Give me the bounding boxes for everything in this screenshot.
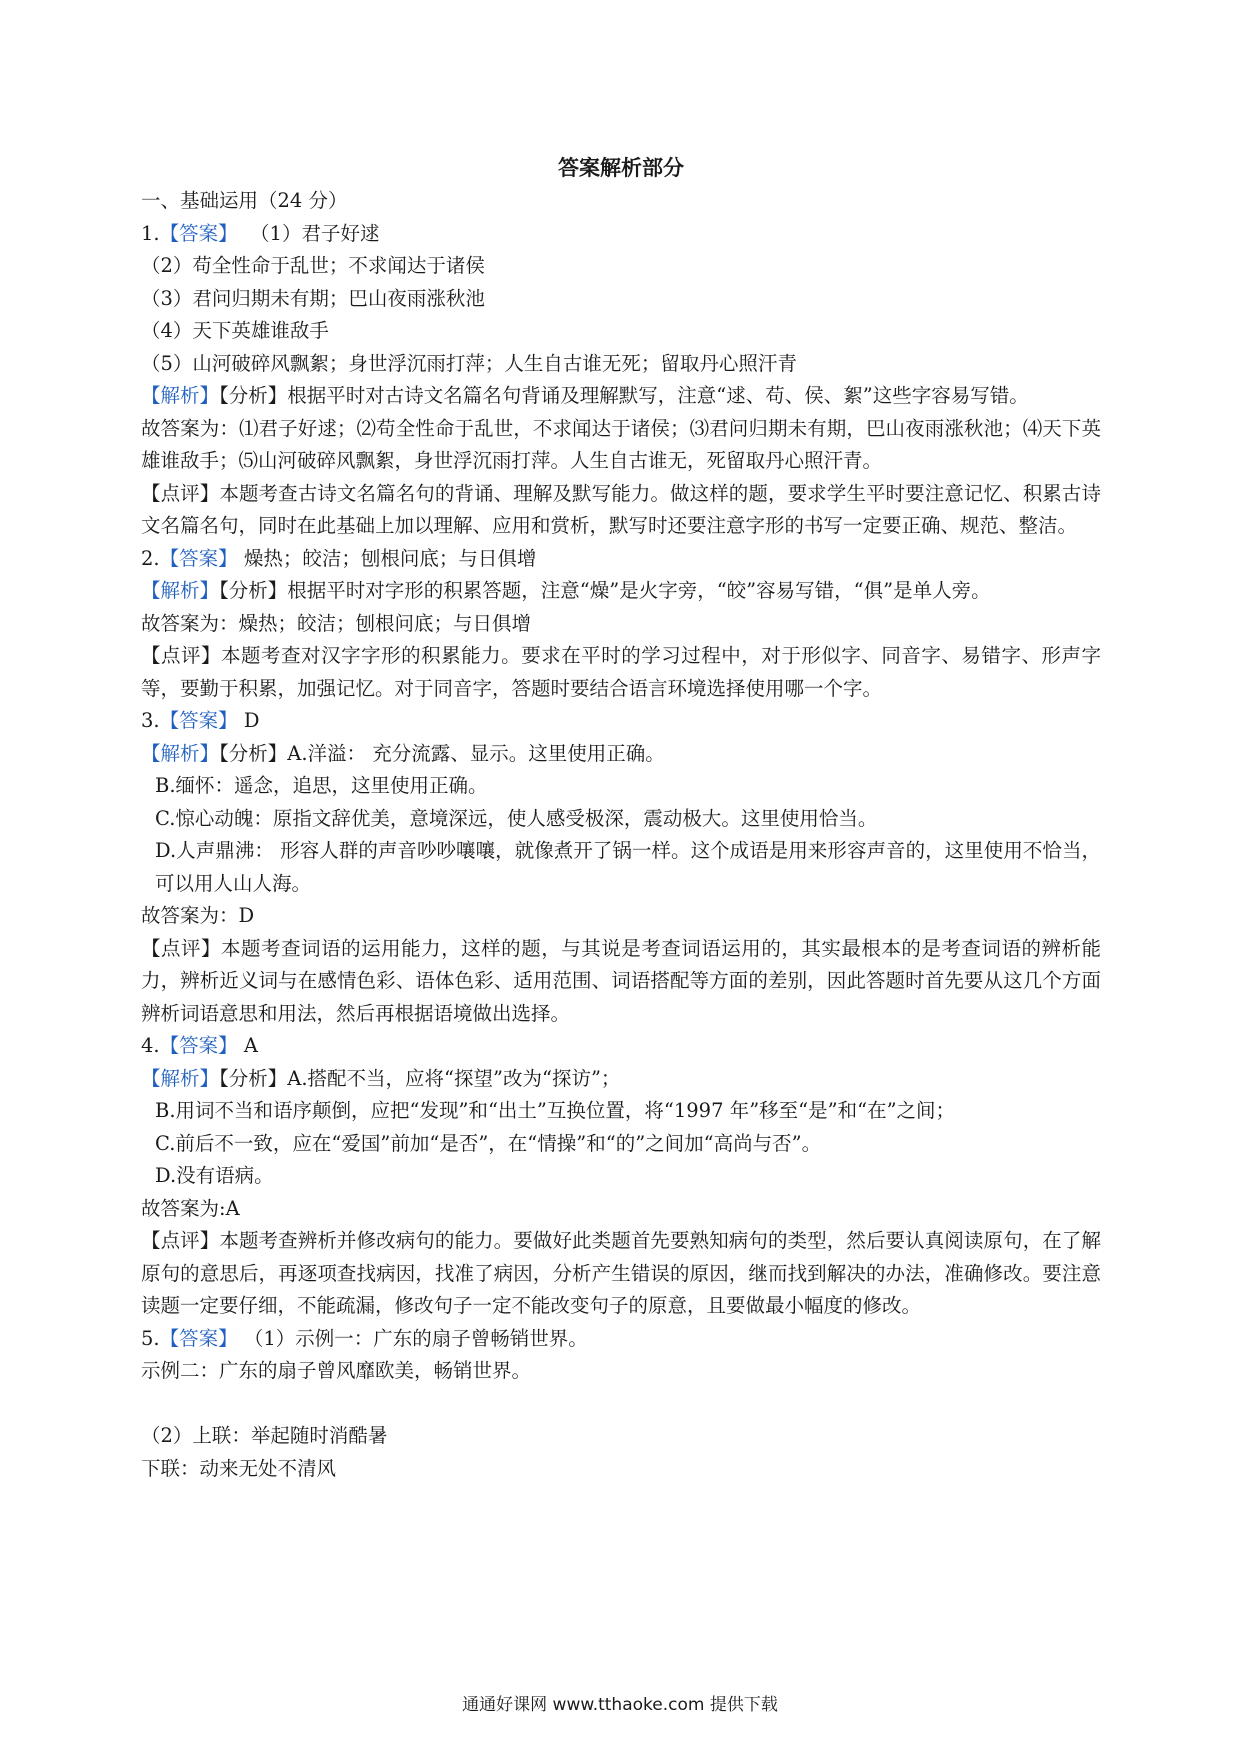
- q3-analysis-tag: 【解析】: [141, 741, 220, 765]
- q1-answer-1: （1）君子好逑: [250, 221, 380, 245]
- q1-analysis-text: 【分析】根据平时对古诗文名篇名句背诵及理解默写，注意“逑、苟、侯、絮”这些字容易写错。: [219, 384, 1029, 407]
- q4-answer-line: [141, 1030, 1101, 1063]
- q2-answer-line: [141, 543, 1101, 576]
- q1-final-answer: 故答案为：⑴君子好逑；⑵苟全性命于乱世，不求闻达于诸侯；⑶君问归期未有期，巴山夜雨涨秋池；⑷天下英雄谁敌手；⑸山河破碎风飘絮，身世浮沉雨打萍。人生自古谁无，死留取丹心照汗青。: [141, 416, 1101, 472]
- q1-answer-4: （4）天下英雄谁敌手: [141, 319, 329, 342]
- q3-answer-line: [141, 705, 1101, 738]
- q2-final-answer: 故答案为：燥热；皎洁；刨根问底；与日俱增: [141, 611, 532, 635]
- q4-answer: A: [237, 1034, 258, 1057]
- q1-answer-2: （2）苟全性命于乱世；不求闻达于诸侯: [141, 254, 485, 277]
- q4-option-b: B.用词不当和语序颠倒，应把“发现”和“出土”互换位置，将“1997 年”移至“是”和“在”之间；: [155, 1099, 956, 1122]
- q5-answer-1: （1）示例一：广东的扇子曾畅销世界。: [237, 1326, 588, 1350]
- q3-final-answer: 故答案为：D: [141, 904, 255, 927]
- q4-analysis-tag: 【解析】: [141, 1066, 220, 1090]
- q2-answer-tag: 【答案】: [159, 546, 238, 570]
- q1-analysis: [141, 380, 1101, 413]
- section-heading: 一、基础运用（24 分）: [141, 189, 348, 212]
- q4-answer-tag: 【答案】: [159, 1034, 238, 1057]
- page-title: 答案解析部分: [558, 155, 684, 180]
- q5-number: 5.: [141, 1326, 160, 1350]
- q4-comment: 【点评】本题考查辨析并修改病句的能力。要做好此类题首先要熟知病句的类型，然后要认真阅读原句，在了解原句的意思后，再逐项查找病因，找准了病因，分析产生错误的原因，继而找到解决的办法，准确修改。要注意读题一定要仔细，不能疏漏，修改句子一定不能改变句子的原意，且要做最小幅度的修改。: [141, 1229, 1101, 1317]
- q3-option-d: D.人声鼎沸： 形容人群的声音吵吵嚷嚷，就像煮开了锅一样。这个成语是用来形容声音的，这里使用不恰当，可以用人山人海。: [155, 839, 1101, 895]
- q2-analysis-tag: 【解析】: [141, 579, 220, 602]
- q3-comment: 【点评】本题考查词语的运用能力，这样的题，与其说是考查词语运用的，其实最根本的是考查词语的辨析能力，辨析近义词与在感情色彩、语体色彩、适用范围、词语搭配等方面的差别，因此答题时首先要从这几个方面辨析词语意思和用法，然后再根据语境做出选择。: [141, 936, 1101, 1025]
- q3-analysis: [141, 738, 1101, 771]
- q1-answer-line: [141, 218, 1101, 251]
- q5-answer-1-example-2: 示例二：广东的扇子曾风靡欧美，畅销世界。: [141, 1359, 532, 1382]
- q1-comment: 【点评】本题考查古诗文名篇名句的背诵、理解及默写能力。做这样的题，要求学生平时要注意记忆、积累古诗文名篇名句，同时在此基础上加以理解、应用和赏析，默写时还要注意字形的书写一定要正确、规范、整洁。: [141, 481, 1101, 537]
- q5-answer-2: （2）上联：举起随时消酷暑: [141, 1424, 388, 1447]
- q1-answer-3: （3）君问归期未有期；巴山夜雨涨秋池: [141, 286, 485, 310]
- q4-option-d: D.没有语病。: [155, 1164, 274, 1187]
- q1-answer-tag: 【答案】: [159, 221, 238, 245]
- q1-number: 1.: [141, 221, 160, 245]
- q4-number: 4.: [141, 1034, 160, 1057]
- q4-final-answer: 故答案为:A: [141, 1196, 240, 1220]
- q5-answer-2-lower: 下联：动来无处不清风: [141, 1456, 337, 1480]
- q2-number: 2.: [141, 546, 160, 570]
- q3-option-c: C.惊心动魄：原指文辞优美，意境深远，使人感受极深，震动极大。这里使用恰当。: [155, 806, 878, 830]
- q4-analysis-text: 【分析】A.搭配不当，应将“探望”改为“探访”；: [219, 1066, 621, 1090]
- q1-analysis-tag: 【解析】: [141, 384, 220, 407]
- q2-analysis-text: 【分析】根据平时对字形的积累答题，注意“燥”是火字旁，“皎”容易写错，“俱”是单人旁。: [219, 579, 991, 602]
- blank-line: [141, 1388, 1101, 1421]
- page-footer: 通通好课网 www.tthaoke.com 提供下载: [462, 1695, 778, 1715]
- q5-answer-line: [141, 1323, 1101, 1356]
- q1-answer-5: （5）山河破碎风飘絮；身世浮沉雨打萍；人生自古谁无死；留取丹心照汗青: [141, 351, 797, 375]
- q3-answer-tag: 【答案】: [159, 709, 238, 732]
- q2-comment: 【点评】本题考查对汉字字形的积累能力。要求在平时的学习过程中，对于形似字、同音字、易错字、形声字等，要勤于积累，加强记忆。对于同音字，答题时要结合语言环境选择使用哪一个字。: [141, 644, 1101, 700]
- q2-answer: 燥热；皎洁；刨根问底；与日俱增: [237, 546, 537, 570]
- q3-number: 3.: [141, 709, 160, 732]
- q3-option-b: B.缅怀：遥念，追思，这里使用正确。: [155, 774, 488, 797]
- q3-answer: D: [237, 709, 260, 732]
- q4-option-c: C.前后不一致，应在“爱国”前加“是否”，在“情操”和“的”之间加“高尚与否”。: [155, 1131, 822, 1155]
- q5-answer-tag: 【答案】: [159, 1326, 238, 1350]
- document-body: [141, 185, 1101, 1485]
- q3-analysis-text: 【分析】A.洋溢： 充分流露、显示。这里使用正确。: [219, 741, 665, 765]
- q2-analysis: [141, 575, 1101, 608]
- q4-analysis: [141, 1063, 1101, 1096]
